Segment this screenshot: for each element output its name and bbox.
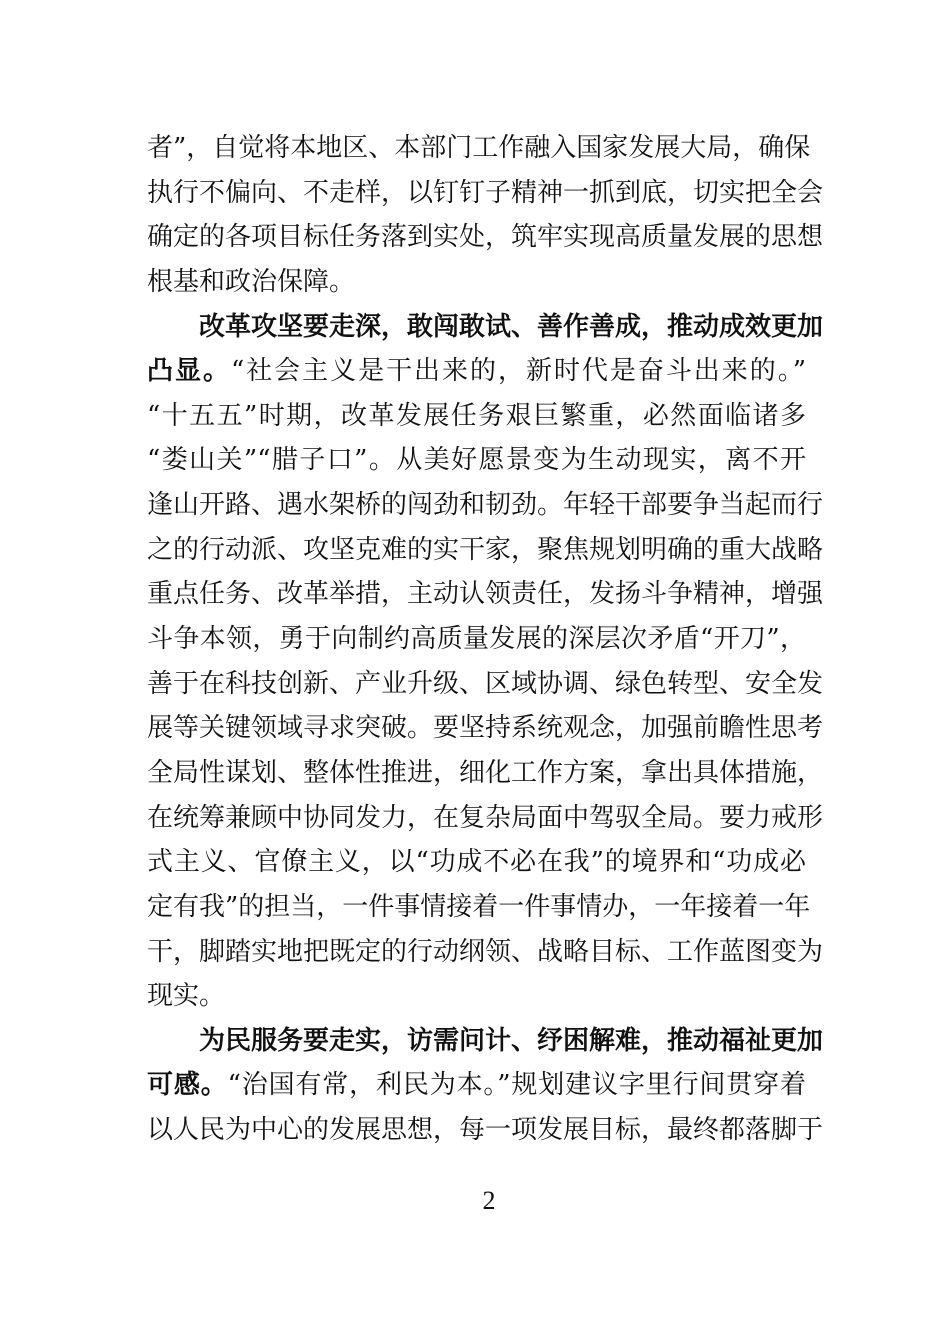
text-line	[147, 617, 806, 662]
body-text: 之的行动派、攻坚克难的实干家，聚焦规划明确的重大战略	[147, 534, 824, 565]
body-text: 重点任务、改革举措，主动认领责任，发扬斗争精神，增强	[147, 579, 824, 610]
body-text: 善于在科技创新、产业升级、区域协调、绿色转型、安全发	[147, 668, 824, 699]
bold-heading-text: 凸显。	[147, 356, 231, 387]
text-line	[147, 260, 806, 305]
body-text: 斗争本领，勇于向制约高质量发展的深层次矛盾“开刀”，	[147, 624, 806, 655]
text-line	[147, 796, 824, 841]
bold-heading-text: 可感。	[147, 1070, 228, 1101]
bold-heading-text: 改革攻坚要走深，敢闯敢试、善作善成，推动成效更加	[199, 311, 824, 342]
text-line	[147, 930, 824, 975]
text-line	[147, 528, 824, 573]
body-text: “治国有常，利民为本。”规划建议字里行间贯穿着	[227, 1070, 806, 1101]
text-line	[147, 840, 806, 885]
text-line	[147, 349, 806, 394]
text-line	[147, 126, 811, 171]
body-text: 定有我”的担当，一件事情接着一件事情办，一年接着一年	[147, 891, 811, 922]
body-text: 现实。	[147, 981, 226, 1012]
text-line	[147, 215, 824, 260]
document-body	[147, 126, 824, 1153]
body-text: 确定的各项目标任务落到实处，筑牢实现高质量发展的思想	[147, 222, 824, 253]
body-text: “社会主义是干出来的，新时代是奋斗出来的。”	[230, 356, 806, 387]
body-text: 式主义、官僚主义，以“功成不必在我”的境界和“功成必	[147, 847, 806, 878]
body-text: 干，脚踏实地把既定的行动纲领、战略目标、工作蓝图变为	[147, 936, 824, 967]
body-text: 以人民为中心的发展思想，每一项发展目标，最终都落脚于	[147, 1115, 824, 1146]
text-line	[147, 1063, 806, 1108]
body-text: 逢山开路、遇水架桥的闯劲和韧劲。年轻干部要争当起而行	[147, 490, 824, 521]
page-number: 2	[482, 1186, 496, 1215]
text-line	[147, 305, 824, 350]
bold-heading-text: 为民服务要走实，访需问计、纾困解难，推动福祉更加	[199, 1025, 824, 1056]
text-line	[147, 394, 806, 439]
text-line	[147, 751, 824, 796]
text-line	[147, 706, 824, 751]
body-text: “娄山关”“腊子口”。从美好愿景变为生动现实，离不开	[147, 445, 806, 476]
body-text: 执行不偏向、不走样，以钉钉子精神一抓到底，切实把全会	[147, 177, 824, 208]
text-line	[147, 438, 806, 483]
text-line	[147, 662, 824, 707]
text-line	[147, 171, 824, 216]
text-line	[147, 572, 824, 617]
text-line	[147, 1108, 824, 1153]
body-text: 者”，自觉将本地区、本部门工作融入国家发展大局，确保	[147, 133, 811, 163]
body-text: 在统筹兼顾中协同发力，在复杂局面中驾驭全局。要力戒形	[147, 802, 824, 833]
text-line	[147, 1019, 824, 1064]
text-line	[147, 483, 824, 528]
body-text: 展等关键领域寻求突破。要坚持系统观念，加强前瞻性思考	[147, 713, 824, 744]
body-text: “十五五”时期，改革发展任务艰巨繁重，必然面临诸多	[147, 400, 806, 431]
body-text: 全局性谋划、整体性推进，细化工作方案，拿出具体措施，	[147, 757, 824, 788]
text-line	[147, 974, 806, 1019]
body-text: 根基和政治保障。	[147, 266, 356, 297]
text-line	[147, 885, 811, 930]
